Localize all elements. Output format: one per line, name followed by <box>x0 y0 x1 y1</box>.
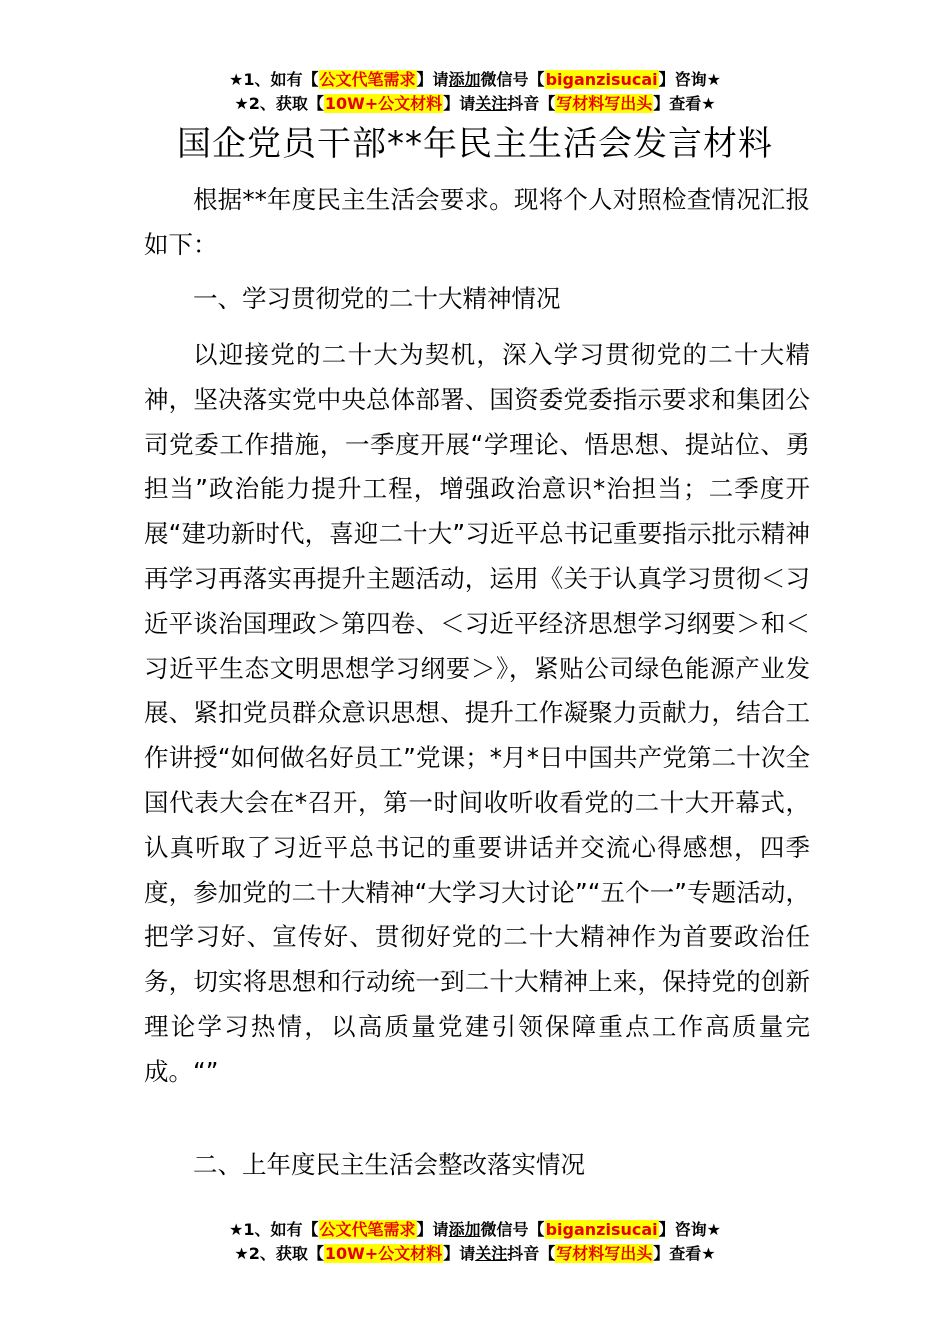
ad-underline: 关注 <box>475 1244 508 1263</box>
ad-underline: 关注 <box>475 94 508 113</box>
ad-highlight-douyin: 写材料写出头 <box>556 1244 653 1263</box>
ad-highlight-wechat-id: biganzisucai <box>545 70 658 89</box>
header-ad-line-2 <box>0 92 950 116</box>
ad-text: ★2、获取【 <box>234 1244 324 1263</box>
footer-ad-line-1 <box>0 1218 950 1242</box>
ad-text: 抖音【 <box>507 94 556 113</box>
ad-highlight: 10W+公文材料 <box>324 94 443 113</box>
ad-highlight: 10W+公文材料 <box>324 1244 443 1263</box>
ad-text: 】请 <box>443 1244 476 1263</box>
ad-text: ★1、如有【 <box>229 1220 319 1239</box>
section-2-heading: 二、上年度民主生活会整改落实情况 <box>193 1150 585 1179</box>
header-ad-line-1 <box>0 68 950 92</box>
ad-text: ★2、获取【 <box>234 94 324 113</box>
ad-text: 微信号【 <box>480 70 545 89</box>
ad-highlight-douyin: 写材料写出头 <box>556 94 653 113</box>
ad-text: ★1、如有【 <box>229 70 319 89</box>
ad-text: 】查看★ <box>653 94 716 113</box>
ad-text: 】咨询★ <box>658 70 721 89</box>
ad-highlight: 公文代笔需求 <box>319 70 416 89</box>
section-1-paragraph: 以迎接党的二十大为契机，深入学习贯彻党的二十大精神，坚决落实党中央总体部署、国资委党委指示要求和集团公司党委工作措施，一季度开展“学理论、悟思想、提站位、勇担当”政治能力提升工程，增强政治意识*治担当；二季度开展“建功新时代，喜迎二十大”习近平总书记重要指示批示精神再学习再落实再提升主题活动，运用《关于认真学习贯彻＜习近平谈治国理政＞第四卷、＜习近平经济思想学习纲要＞和＜习近平生态文明思想学习纲要＞》，紧贴公司绿色能源产业发展、紧扣党员群众意识思想、提升工作凝聚力贡献力，结合工作讲授“如何做名好员工”党课；*月*日中国共产党第二十次全国代表大会在*召开，第一时间收听收看党的二十大开幕式，认真听取了习近平总书记的重要讲话并交流心得感想，四季度，参加党的二十大精神“大学习大讨论”“五个一”专题活动，把学习好、宣传好、贯彻好党的二十大精神作为首要政治任务，切实将思想和行动统一到二十大精神上来，保持党的创新理论学习热情，以高质量党建引领保障重点工作高质量完成。“” <box>144 340 810 1086</box>
ad-text: 微信号【 <box>480 1220 545 1239</box>
ad-highlight-wechat-id: biganzisucai <box>545 1220 658 1239</box>
ad-text: 】查看★ <box>653 1244 716 1263</box>
section-1-heading: 一、学习贯彻党的二十大精神情况 <box>193 284 561 313</box>
ad-text: 】请 <box>416 70 449 89</box>
intro-paragraph: 根据**年度民主生活会要求。现将个人对照检查情况汇报如下： <box>144 185 810 259</box>
ad-underline: 添加 <box>448 70 481 89</box>
footer-ad-line-2 <box>0 1242 950 1266</box>
document-title: 国企党员干部**年民主生活会发言材料 <box>177 124 773 164</box>
ad-text: 】请 <box>443 94 476 113</box>
ad-highlight: 公文代笔需求 <box>319 1220 416 1239</box>
ad-text: 抖音【 <box>507 1244 556 1263</box>
ad-underline: 添加 <box>448 1220 481 1239</box>
ad-text: 】咨询★ <box>658 1220 721 1239</box>
ad-text: 】请 <box>416 1220 449 1239</box>
